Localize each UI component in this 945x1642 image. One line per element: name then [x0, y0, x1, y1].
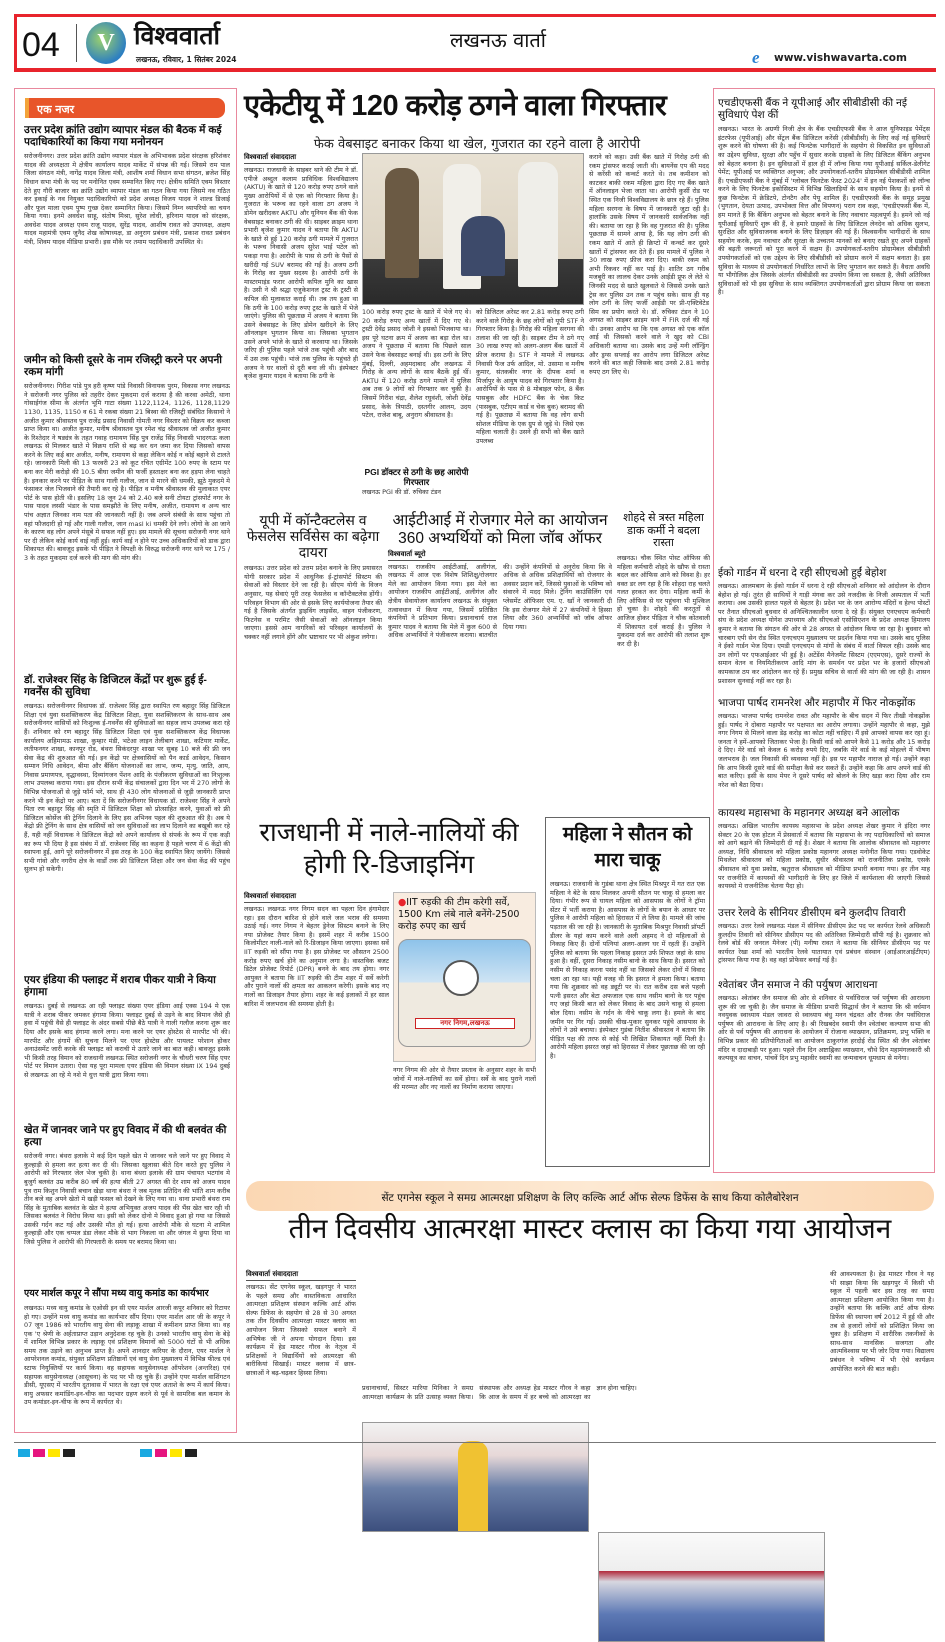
lead-col-1	[244, 153, 358, 508]
arrest-photo	[362, 153, 584, 305]
article-body: लखनऊ। उत्तर प्रदेश को उत्तम प्रदेश बनाने के लिए प्रयासरत योगी सरकार प्रदेश में आधुनिक ई-ट्रांसपोर्ट सिस्टम की सेवाओं को विस्तार देने जा रही है। सीएम योगी के विजन अनुसार, यह सेवाएं पूरी तरह फेसलेस व कॉन्टैक्टलेस होंगी। परिवहन विभाग की ओर से इसके लिए कार्ययोजना तैयार की गई है जिसके अंतर्गत ड्राइविंग लाइसेंस, वाहन पंजीकरण, फिटनेस व परमिट जैसी सेवाओं को ऑनलाइन किया जाएगा। इससे आम नागरिकों को परिवहन कार्यालयों के चक्कर नहीं लगाने होंगे और भ्रष्टाचार पर भी अंकुश लगेगा।	[244, 564, 382, 642]
article-title: उत्तर रेलवे के सीनियर डीसीएम बने कुलदीप तिवारी	[718, 907, 906, 919]
article-title: यूपी में कॉन्टैक्टलेस व फेसलेस सर्विसेस का बढ़ेगा दायरा	[246, 512, 380, 561]
article-body: लखनऊ। अखिल भारतीय कायस्थ महासभा के प्रदेश अध्यक्ष शेखर कुमार ने इंदिरा नगर सेक्टर 20 के एक होटल में प्रेसवार्ता में बताया कि महासभा के नए पदाधिकारियों को समाज को आगे बढ़ाने की जिम्मेदारी दी गई है। शेखर ने बताया कि आलोक श्रीवास्तव को महानगर अध्यक्ष, निधि श्रीवास्तव को महिला प्रकोष्ठ महानगर अध्यक्ष मनोनीत किया गया। एडवोकेट मिथलेश श्रीवास्तव को महिला प्रकोष्ठ, सुधीर श्रीवास्तव को राजनीतिक प्रकोष्ठ, एसके श्रीवास्तव को युवा प्रकोष्ठ, ऋतुराज श्रीवास्तव को मीडिया प्रभारी बनाया गया। हर तीन माह पर राजनीति में कायस्थों की भागीदारी के लिए हर जिले में कार्यशाला की जाएगी जिससे कायस्थो मे राजनीतिक चेतना पैदा हो।	[718, 822, 930, 891]
logo-icon: V	[86, 22, 126, 64]
article-title: एयर मार्शल कपूर ने सौंपा मध्य वायु कमांड का कार्यभार	[24, 1288, 209, 1299]
building-sign: नगर निगम,लखनऊ	[415, 1018, 515, 1029]
iit-box	[393, 892, 536, 1062]
drain-col	[244, 892, 389, 1167]
ek-nazar-label	[25, 98, 225, 118]
ek-nazar-text: एक नजर	[37, 103, 75, 116]
color-registration-marks	[18, 1449, 75, 1457]
iit-box-title: ●IIT रुड़की की टीम करेगी सर्वे, 1500 Km लंबे नाले बनेंगे-2500 करोड़ रुपए का खर्च	[398, 897, 520, 932]
article-body: सरोजनीनगर। उत्तर प्रदेश क्रांति उद्योग व्यापार मंडल के अभिभावक प्रदेश संरक्षक हरिशंकर यादव की अध्यक्षता मे क्षेत्रीय कार्यालय यादव मार्केट में संपन्न की गई। जिसमे राम पाल जिला संगठन मंत्री, नागेंद्र यादव जिला मंत्री, आशीष शर्मा विधान सभा संगठन, ब्रजेश सिंह विधान सभा मंत्री के पद पर मनोनित एवम सम्मानित किए गए। क्षेत्रीय समिति एवम विस्तार देते हुए गौरी बाजार का क्रांति उद्योग व्यापार मंडल का गठन किया गया जिसमे नव गठित कर इकाई के नव नियुक्त पदाधिकारियो को प्रदेश अध्यक्ष विजय यादव ने शाल्ड डिजाई और फूल माला एवम पुष्प गुच्छ देकर सम्मानित किया। जिसमे निम्न व्यापरियो का चयन किया गया। इनमे अवधेश साहू, संतोष मिश्रा, सुरेश लोधी, हरिनाम यादव को संरक्षक, अवधेश यादव अध्यक्ष एवम राजू यादव, सुरेंद्र यादव, आशीष रावत को उपाध्यक्ष, अक्षय यादव महामंत्री एवम जुनैद शेख कोषाध्यक्ष, डा अनुराग प्रबंधन मंत्री, प्रकाश रावत प्रबंधन मंत्री, शिवम यादव मीडिया प्रभारी। इस मौके पर तमाम पदाधिकारी उपस्थित थे।	[24, 152, 230, 247]
school-col-left	[246, 1270, 356, 1440]
article	[718, 697, 930, 807]
article-body: लखनऊ। राजधानी के साइबर थाने की टीम ने डॉ. एपीजे अब्दुल कलाम प्राविधिक विश्वविद्यालय (AKTU) के खाते से 120 करोड़ रुपए ठगने वाले मुख्य आरोपियों में से एक को गिरफ्तार किया है। गुजरात के भरूच का रहने वाला ठग अजय ने डोमेन खरीदकर AKTU और यूनियन बैंक की फेक वेबसाइट बनाकर ठगी की थी। साइबर क्राइम थाना प्रभारी बृजेश कुमार यादव ने बताया कि AKTU के खाते से हुई 120 करोड़ ठगी मामले में गुजरात के भरूच निवासी अजय सुरेश भाई पटेल को पकड़ा गया है। आरोपी के पास से ठगी के पैसों से खरीदी गई SUV बरामद की गई है। अजय ठगी के गिरोह का मुख्य सदस्य है। आरोपी ठगी के मास्टरमाइंड फरार आरोपी कपिल मुनि का खास है। उसी ने श्री श्रद्धा एजुकेशनल ट्रस्ट के ट्रस्टी से कपिल की मुलाकात कराई थी। तब तय हुआ था कि ठगी के 100 करोड़ रुपए ट्रस्ट के खाते में भेजे जाएंगे। पुलिस की पूछताछ में अजय ने बताया कि उसने वेबसाइट के लिए डोमेन खरीदने के लिए ऑनलाइन भुगतान किया था। जिसका भुगतान उसने अपने भांजे के खाते से करवाया था। जिसके जरिए ही पुलिस पहले भांजे तक पहुंची और बाद में उस तक पहुंची। भांजे तक पुलिस के पहुंचते ही अजय ने घर वालों से दूरी बना ली थी। इंस्पेक्टर बृजेश कुमार यादव ने बताया कि ठगी के	[244, 166, 358, 381]
article	[718, 807, 930, 907]
stabbing-box	[545, 817, 710, 1167]
article-body: सरोजनी नगर। बंथरा इलाके मे कई दिन पहले खेत मे जानवर चले जाने पर हुए विवाद मे कुल्हाड़ी से हमला कर हत्या कर दी थी। जिसका खुलासा बीते दिन करते हुए पुलिस ने आरोपी को गिरफ्तार जेल भेज चुकी है। थाना बंथरा इलाके की ग्राम पंचायत भटगांव मे बुजुर्ग बलवंत उम्र करीब 80 वर्ष की हत्या बीती 27 अगस्त की देर शाम को अजय यादव पुत्र राम किशुन निवासी बचान खेड़ा थाना बंथरा ने जब मृतक प्रतिदिन की भांति शाम करीब तीन बजे वह अपने खेतो मे खड़ी फसल को देखने के लिए गया था। थाना प्रभारी बंथरा राम सिंह के मुताबिक बलवंत के खेत मे हत्या अभियुक्त अजय यादव की भैंस खेत चार रही थी जिसका बलवंत ने विरोध किया था। इसी को लेकर दोनो मे विवाद हुआ हो गया था जिससे उसकी गर्दन कट गई और उसकी मौत हो गई। हत्या आरोपी मौके से घटना मे शामिल कुल्हाड़ी और एक चप्पल डंडा लेकर मौके से भाग निकला था और जंगल मे छुपा दिया था जिसे पुलिस ने आरोपी की गिरफ्तारी के समय पर बरामद किया था।	[24, 1152, 230, 1247]
lead-subheadline: फेक वेबसाइट बनाकर किया था खेल, गुजरात का रहने वाला है आरोपी	[313, 137, 641, 152]
pgi-inset	[362, 468, 471, 496]
article-title: श्वेतांबर जैन समाज ने की पर्युषण आराधना	[718, 979, 878, 991]
school-col-right: की आवश्यकता है। हेड मास्टर गौरव ने यह भी साझा किया कि खड़गपुर में किसी भी स्कूल में पहली बार इस तरह का समग्र आत्मरक्षा प्रशिक्षण आयोजित किया गया है। उन्होंने बताया कि कल्कि आर्ट ऑफ सेल्फ डिफेंस की स्थापना वर्ष 2012 में हुई थी और तब से हजारों लोगों को प्रशिक्षित किया जा चुका है। प्रशिक्षण में शारीरिक तकनीकों के साथ-साथ मानसिक सजगता और आत्मविश्वास पर भी जोर दिया गया। विद्यालय प्रबंधन ने भविष्य में भी ऐसे कार्यक्रम आयोजित करने की बात कही।	[830, 1270, 934, 1373]
web-icon: e	[752, 48, 760, 67]
bullet-icon: ●	[398, 897, 407, 908]
lead-col-3	[476, 308, 584, 508]
inset-title: PGI डॉक्टर से ठगी के छह आरोपी गिरफ्तार	[364, 467, 469, 487]
contactless-story	[244, 512, 382, 807]
school-banner	[246, 1181, 934, 1211]
training-photo-2	[598, 1532, 825, 1642]
article	[24, 674, 230, 974]
article-body: लखनऊ। लखनऊ नगर निगम सदन का पहला दिन हंगामेदार रहा। इस दौरान बारिश से होने वाले जल भराव की समस्या उठाई गई। नगर निगम ने बेहतर ड्रेनेज सिस्टम बनाने के लिए नया प्रोजेक्ट तैयार किया है। इसमें शहर में करीब 1500 किलोमीटर नाली-नाले को रि-डिजाइन किया जाएगा। इसका सर्वे IIT रुड़की को सौंपा गया है। इस प्रोजेक्ट पर औसतन 2500 करोड़ रुपए खर्च होने का अनुमान लगा है। वास्तविक बजट डिटेल प्रोजेक्ट रिपोर्ट (DPR) बनने के बाद तय होगा। नगर आयुक्त ने बताया कि IIT रुड़की की टीम शहर में सर्वे करेगी और पुराने नालों की क्षमता का आकलन करेगी। इसके बाद नए नालों का डिजाइन तैयार होगा। शहर के कई इलाकों में हर साल बारिश में जलभराव की समस्या होती है।	[244, 905, 389, 1008]
article-title: ईको गार्डन में धरना दे रही सीएचओ हुईं बेहोश	[718, 567, 887, 579]
article-title: एचडीएफसी बैंक ने यूपीआई और सीबीडीसी की नई सुविधाएं पेश कीं	[718, 97, 907, 122]
article-title: उत्तर प्रदेश क्रांति उद्योग व्यापार मंडल की बैठक में कई पदाधिकारियों का किया गया मनोनयन	[24, 124, 222, 149]
clock-icon	[443, 960, 479, 996]
lead-col-2: 100 करोड़ रुपए ट्रस्ट के खाते में भेजे गए थे। 20 करोड़ रुपए अन्य खातों में दिए गए थे। ट्रस्टी देवेंद्र प्रसाद जोशी ने इसको भिजवाया था। इस पूरे घटना क्रम में अजय का बड़ा रोल था। अजय ने पूछताछ में बताया कि पिछले साल उसने फेक वेबसाइट बनाई थी। इस ठगी के लिए मुंबई, दिल्ली, अहमदाबाद और लखनऊ में गिरोह के अन्य लोगों के साथ बैठकें हुई थीं। AKTU में 120 करोड़ ठगने मामले में पुलिस अब तक 9 लोगों को गिरफ्तार कर चुकी है। जिसमें गिरीश चंद्रा, शैलेश रघुवंशी, जोशी देवेंद्र प्रसाद, केके त्रिपाठी, दस्तगीर आलम, उदय पटेल, राजेश बाबू, अनुराग श्रीवास्तव है।	[362, 308, 471, 420]
article-body: लखनऊ। भारत के अग्रणी निजी क्षेत्र के बैंक एचडीएफसी बैंक ने आज यूनिफाइड पेमेंट्स इंटरफेस (यूपीआई) और सेंट्रल बैंक डिजिटल करेंसी (सीबीडीसी) के लिए कई नई सुविधाएँ शुरू करने की घोषणा की है। कई फिनटेक भागीदारों के सहयोग से विकसित इन सुविधाओं का उद्देश्य सुविधा, सुरक्षा और पहुँच में सुधार करके ग्राहकों के लिए डिजिटल बैंकिंग अनुभव को बेहतर बनाना है। इन सुविधाओं में हाल ही में लॉन्च किया गया यूपीआई सर्किल-डेलीगेट पेमेंट; यूपीआई पर व्यक्तिगत अनुभव; और उपयोगकर्ता-स्तरीय प्रोग्रामेबल सीबीडीसी शामिल हैं। एचडीएफसी बैंक ने मुंबई में 'ग्लोबल फिनटेक फेस्ट 2024' में इन नई पेशकशों को लॉन्च करने के लिए फिनटेक इकोसिस्टम में विभिन्न खिलाड़ियों के साथ सहयोग किया है। इनमें से कुछ फिनटेक में क्रेडिटपे, टोनटैग और पेयू शामिल हैं। एचडीएफसी बैंक के समूह प्रमुख (भुगतान, देयता उत्पाद, उपभोक्ता वित्त और विपणन) पराग राव कहा, 'एचडीएफसी बैंक में, हम मानते हैं कि बैंकिंग अनुभव को बेहतर बनाने के लिए नवाचार महत्वपूर्ण है। हमने जो नई यूपीआई सुविधाएँ शुरू की हैं, वे हमारे ग्राहकों के लिए डिजिटल लेनदेन को अधिक सुलभ, सुरक्षित और सुविधाजनक बनाने के लिए डिज़ाइन की गई हैं। विश्वसनीय भागीदारों के साथ सहयोग करके, हम नवाचार और सुरक्षा के उच्चतम मानकों को बनाए रखते हुए अपने ग्राहकों की बढ़ती जरूरतों को पूरा करने में सक्षम हैं। उपयोगकर्ता-स्तरीय प्रोग्रामेबल सीबीडीसी उपयोगकर्ताओं को एक उद्देश्य के लिए सीबीडीसी को प्रोग्राम करने में सक्षम बनाता है। इस सुविधा के माध्यम से उपयोगकर्ता निर्धारित लाभों के लिए भुगतान कर सकते हैं। वैधता अवधि या भौगोलिक क्षेत्र जिसके अंतर्गत सीबीडीसी का उपयोग किया जा सकता है, जैसी अतिरिक्त सुविधाओं को भी इस सुविधा के साथ व्यक्तिगत उपयोगकर्ताओं द्वारा प्रोग्राम किया जा सकता है।	[718, 125, 930, 297]
article-title: शोहदे से त्रस्त महिला डाक कर्मी ने बदला रास्ता	[623, 512, 704, 550]
website-link[interactable]: www.vishwavarta.com	[774, 52, 907, 64]
article-title: एयर इंडिया की फ्लाइट में शराब पीकर यात्री ने किया हंगामा	[24, 974, 216, 999]
article-body: लखनऊ। चौक स्थित पोस्ट ऑफिस की महिला कर्मचारी शोहदे के खौफ से रास्ता बदल कर ऑफिस आने को विवश है। हर वक्त डर लग रहा है कि शोहदा राह चलते गलत हरकत कर देगा। महिला कर्मी के लिए ऑफिस से घर पहुंचना भी मुश्किल हो चुका है। शोहदे की करतूतों से आजिज होकर पीड़िता ने चौक कोतवाली में शिकायत दर्ज कराई है। पुलिस ने मुकदमा दर्ज कर आरोपी की तलाश शुरू कर दी है।	[617, 553, 710, 648]
article-body: लखनऊ। सेंट एगनेस स्कूल, खड़गपुर ने भारत के पहले समग्र और वास्तविकता आधारित आत्मरक्षा प्रशिक्षण संस्थान कल्कि आर्ट ऑफ सेल्फ डिफेंस के सहयोग से 28 से 30 अगस्त तक तीन दिवसीय आत्मरक्षा मास्टर क्लास का आयोजन किया जिसको सफल बनाने में अभिषेक जी ने अपना योगदान दिया। इस कार्यक्रम में हेड मास्टर गौरव के नेतृत्व में प्रशिक्षकों ने विद्यार्थियों को आत्मरक्षा की बारीकियां सिखाईं। मास्टर क्लास में छात्र-छात्राओं ने बढ़-चढ़कर हिस्सा लिया।	[246, 1283, 356, 1377]
page-bottom-rule	[14, 1442, 936, 1443]
byline: विश्ववार्ता संवाददाता	[244, 892, 389, 903]
byline: विश्ववार्ता संवाददाता	[244, 153, 358, 164]
page-number: 04	[22, 26, 60, 64]
article-body: लखनऊ। भाजपा पार्षद रामनरेश रावत और महापौर के बीच सदन में फिर तीखी नोकझोंक हुई। पार्षद ने दोबारा महापौर पर पक्षपात का आरोप लगाया। उन्होंने महापौर से कहा, मुझे नगर निगम से मिलने वाला डेढ़ करोड़ का कोटा नहीं चाहिए। मैं इसे आपको वापस कर रहा हूं। जनता ने हमें-आपको जिताकर भेजा है। किसी वार्ड को आपने कैसे 11 करोड़ और 15 करोड़ दे दिए। मेरे वार्ड को केवल 6 करोड़ रुपये दिए, जबकि मेरे वार्ड के कई मोहल्ले में भीषण जलभराव है। जल निकासी की व्यवस्था नहीं है। इस पर महापौर नाराज हो गई। उन्होंने कहा कि आप किसी दूसरे वार्ड की समीक्षा कैसे कर सकते हैं। उन्होंने कहा कि आप अपने वार्ड की बात करिए। इसी के साथ मेयर ने दूसरे पार्षद को बोलने के लिए खड़ा करा दिया और राम नरेश को बैठा दिया।	[718, 712, 930, 789]
article	[24, 1124, 230, 1289]
article-title: भाजपा पार्षद रामनरेश और महापौर में फिर नोकझोंक	[718, 697, 916, 709]
article-title: जमीन को किसी दूसरे के नाम रजिस्ट्री करने पर अपनी रकम मांगी	[24, 354, 222, 379]
article	[718, 97, 930, 567]
article	[718, 979, 930, 1149]
article-title: कायस्थ महासभा के महानगर अध्यक्ष बने आलोक	[718, 807, 900, 819]
article-body: लखनऊ। राजधानी के गुडंबा थाना क्षेत्र स्थित मिश्रपुर में गत रात एक महिला ने बेटे के साथ मिलकर अपनी सौतन पर चाकू से हमला कर दिया। गंभीर रूप से घायल महिला को आसपास के लोगों ने ट्रॉमा सेंटर में भर्ती कराया है। आसपास के लोगों के बयान के आधार पर पुलिस ने आरोपी महिला को हिरासत में ले लिया है। मामले की जांच पड़ताल की जा रही है। जानकारी के मुताबिक मिश्रपुर निवासी प्रॉपर्टी डीलर के यहां काम करने वाले अली अहमद ने दो महिलाओं से निकाह किए हैं। दोनों पत्नियां अलग-अलग घर में रहती हैं। उन्होंने पुलिस को बताया कि पहला निकाह इसरत उर्फ शिफत जहां के साथ हुआ है। वहीं, दूसरा निकाह नसीम बानो के साथ किया है। इसरत को नसीम से निकाह करना पसंद नहीं था जिसको लेकर दोनों में विवाद चला आ रहा था। यही वजह थी कि इसरत ने हमला किया। बताया गया कि शुक्रवार को वह ड्यूटी पर थे। रात करीब दस बजे पहली पत्नी इसरत और बेटा अफजाल एक साथ नसीम बानो के घर पहुंच गए जहां किसी बात को लेकर विवाद के बाद उसने चाकू से हमला बोल दिया। नसीम के गर्दन के नीचे चाकू लगा है। हमले के बाद जमीन पर गिर गई। उसकी चीख-पुकार सुनकर पहुंचे आसपास के लोगों ने उसे बचाया। इंस्पेक्टर गुडंबा नितीश श्रीवास्तव ने बताया कि पीड़ित पक्ष की तरफ से कोई भी लिखित शिकायत नहीं मिली है। आरोपी महिला इसरत जहां को हिरासत में लेकर पूछताछ की जा रही है।	[550, 880, 705, 1060]
article	[24, 1289, 230, 1424]
right-stories	[718, 97, 930, 1167]
lead-col-4: कराने को कहा। उसी बैंक खाते में गिरोह ठगी की रकम ट्रांसफर कराई जाती थी। बायनेंस एप की मदद से करेंसी को कन्वर्ट करते थे। तब कमीशन को काटकर बाकी रकम महिला द्वारा दिए गए बैंक खाते में ऑनलाइन भेजा जाता था। आरोपी कुर्सी रोड पर स्थित एक निजी विश्वविद्यालय के छात्र रहे हैं। पुलिस महिला सरगना के विषय में जानकारी जुटा रही है। हालांकि उसके विषय में जानकारी सार्वजनिक नहीं की। बताया जा रहा है कि वह गुजरात की है। पुलिस पूछताछ में सामने आया है, कि यह लोग ठगी की रकम खाते में आते ही क्रिप्टो में कन्वर्ट कर दूसरे खातों में ट्रांसफर कर देते हैं। इस मामले में पुलिस ने 30 लाख रुपए फ्रीज करा दिए। बाकी रकम को अभी रिकवर नहीं कर पाई है। शातिर ठग गरीब मजबूरी का लालच देकर उनके आईडी प्रूफ ले लेते थे जिनकी मदद से खाते खुलवाते थे जिससे उनके खाते ट्रेस कर पुलिस उन तक न पहुंच सके। साथ ही यह लोग ठगी के लिए फर्जी आईडी पर प्री-एक्टिवेटेड सिम का प्रयोग करते थे। डॉ. रुचिका टंडन ने 10 अगस्त को साइबर क्राइम थाने में FIR दर्ज की गई थी। उनका आरोप था कि एक अगस्त को एक कॉल आई थी जिसको करने वाले ने खुद को CBI अधिकारी बताया था। उसके बाद उन्हें मनी लॉन्ड्रिंग और ड्रग्स सप्लाई का आरोप लगा डिजिटल अरेस्ट करने की बात कही जिसके बाद उनसे 2.81 करोड़ रुपए ठग लिए थे।	[589, 153, 709, 376]
iti-story	[388, 512, 612, 807]
article-body: लखनऊ। राजकीय आईटीआई, अलीगंज, लखनऊ में आज एक विशेष शिशिक्षु/रोजगार मेले का आयोजन किया गया। इस मेले का आयोजन राजकीय आईटीआई, अलीगंज और क्षेत्रीय सेवायोजन कार्यालय लखनऊ के संयुक्त तत्वावधान में किया गया, जिसमें प्रतिष्ठित कंपनियों ने प्रतिभाग किया। प्रधानाचार्य राज कुमार यादव ने बताया कि मेले में कुल 600 से अधिक अभ्यर्थियों ने पंजीकरण कराया। बातचीत की। उन्होंने कंपनियों से अनुरोध किया कि वे अधिक से अधिक प्रशिक्षार्थियों को रोजगार के अवसर प्रदान करें, जिससे युवाओं के भविष्य को संवारने में मदद मिले। ट्रेनिंग काउंसिलिंग एवं प्लेसमेंट ऑफिसर एम. ए. खाँ ने जानकारी दी कि इस रोजगार मेले में 27 कंपनियों ने हिस्सा लिया और 360 अभ्यर्थियों को जॉब ऑफर दिया गया।	[388, 562, 612, 640]
section-title: लखनऊ वार्ता	[450, 28, 546, 52]
article-title: आईटीआई में रोजगार मेले का आयोजन 360 अभ्यर्थियों को मिला जॉब ऑफर	[392, 512, 608, 547]
byline: विश्ववार्ता ब्यूरो	[388, 550, 496, 561]
article	[718, 907, 930, 979]
dateline: लखनऊ, रविवार, 1 सितंबर 2024	[136, 55, 237, 64]
article-body: लखनऊ। उत्तर रेलवे लखनऊ मंडल में सीनियर डीसीएम फ्रेट पद पर कार्यरत रेलवे अधिकारी कुलदीप तिवारी को सीनियर डीसीएम पद की अतिरिक्त जिम्मेदारी सौंपी गई है। शुक्रवार को रेलवे बोर्ड की जनरल मैनेजर (पी) मनीषा रावत ने बताया कि सीनियर डीसीएम पद पर कार्यरत रेखा शर्मा को भारतीय रेलवे यातायात एवं प्रबंधन संस्थान (आईआरआईटीएम) ट्रांसफर किया गया है। वह वहां प्रोफेसर बनाई गई है।	[718, 922, 930, 965]
article-body: लखनऊ। सरोजनीनगर विधायक डॉ. राजेश्वर सिंह द्वारा स्थापित रण बहादुर सिंह डिजिटल शिक्षा एवं युवा सशक्तिकरण केंद्र डिजिटल शिक्षा, युवा सशक्तिकरण के साथ-साथ अब सरोजनीनगर वासियों को निःशुल्क ई-गवर्नेंस की सुविधाओं का सहज लाभ उपलब्ध करा रहे हैं। शनिवार को रण बहादुर सिंह डिजिटल शिक्षा एवं युवा सशक्तिकरण केंद्र विधायक कार्यालय अहिमामऊ शाखा, कुम्हार मंडी, भटेआ लाइन तेलीबाग शाखा, कटियार मार्केट, लतीफनगर शाखा, कानपुर रोड, बंथरा सिकंदरपुर शाखा पर सुबह 10 बजे की फ्री जन सेवा केंद्र की शुरुआत की गई। इन केंद्रो पर क्षेत्रवासियों को पैन कार्ड आवेदन, किसान सम्मान निधि आवेदन, बीमा और बैंकिंग योजनाओं का लाभ, जन्म, मृत्यु, जाति, आय, निवास प्रमाणपत्र, वृद्धावस्था, दिव्यांगजन पेंशन आदि के पंजीकरण सुविधाओं का निःशुल्क लाभ उपलब्ध कराया गया। इस दौरान सभी केंद्र संचालकों द्वारा दिन भर में 270 लोगो के विभिन्न योजनाओं से जुड़े फॉर्म भरे, साथ ही 430 लोग योजनाओं से जुड़ी जानकारी प्राप्त करने भी इन केंद्रो पर आए। बता दें कि सरोजनीनगर विधायक डॉ. राजेश्वर सिंह ने अपने पिता रण बहादुर सिंह की स्मृति में डिजिटल शिक्षा को प्रोत्साहित करने, युवाओं को फ्री डिजिटल कोर्सेज की ट्रेनिंग दिलाने के लिए इस अभिनव पहल की शुरुआत की है। अब ये केंद्रो फ्री ट्रेनिंग के साथ क्षेत्र वासियों को जन सुविधाओं का लाभ दिलाने का बखूबी कर रहे हैं, यही नहीं विधायक ने डिजिटल केंद्रो को अपने कार्यालय से संपर्क के रूप में एक कड़ी का रूप भी दिया है इस संबंध में डॉ. राजेश्वर सिंह का कहना है पहले चरण में 6 केंद्रो की स्थापना हुई, आगे पूरे सरोजनीनगर में इस तरह के 100 केंद्र स्थापित किए जायेंगे। जिससे सभी गांवो और नगरीय क्षेत्र के वार्डों तक फ्री डिजिटल शिक्षा और जन सेवा केंद्र की पहुंच सुलभ हो सकेगी।	[24, 702, 230, 874]
article-title: डॉ. राजेश्वर सिंह के डिजिटल केंद्रों पर शुरू हुई ई-गवर्नेंस की सुविधा	[24, 674, 207, 699]
article	[24, 974, 230, 1124]
article	[718, 567, 930, 697]
harassment-story	[617, 512, 710, 807]
color-registration-marks	[140, 1449, 197, 1457]
drain-col-2: नगर निगम की ओर से तैयार प्रस्ताव के अनुसार शहर के सभी जोनों में नाले-नालियों का सर्वे होगा। सर्वे के बाद पुराने नालों की मरम्मत और नए नालों का निर्माण कराया जाएगा।	[393, 1066, 536, 1092]
drain-headline: राजधानी में नाले-नालियों की होगी रि-डिजाइनिंग	[259, 817, 519, 879]
inset-text: लखनऊ PGI की डॉ. रुचिका टंडन	[362, 487, 441, 496]
article-body: लखनऊ। मध्य वायु कमांड के एओसी इन सी एयर मार्शल आरजी कपूर शनिवार को रिटायर हो गए। उन्होंने मध्य वायु कमांड का कार्यभार सौंप दिया। एयर मार्शल आर जी के कपूर ने 07 जून 1986 को भारतीय वायु सेना की लड़ाकू शाखा में कमीशन प्राप्त किया था। वह एक 'ए श्रेणी के अर्हताप्राप्त उड़ान अनुदेशक रह चुके है। उनको भारतीय वायु सेना के बेड़े में शामिल विभिन्न प्रकार के लड़ाकू एवं प्रशिक्षण विमानों को 5000 घंटों से भी अधिक समय तक उड़ाने का अनुभव प्राप्त है। अपने शानदार करियर के दौरान, एयर मार्शल ने आपरेशनल कमांड, संयुक्त प्रशिक्षण प्रतिष्ठानों एवं वायु सेना मुख्यालय में विभिन्न फील्ड एवं स्टाफ नियुक्तियों पर कार्य किया। वह सहायक वायुसेनाध्यक्ष ऑपरेशन (अन्तरिक्ष) एवं सहायक वायुसेनाध्यक्ष (आसूचना) के पद पर भी रह चुके हैं। उन्होंने एयर मार्शल वाशिंगटन डीसी, यूएसए में भारतीय दूतावास में भारत के रक्षा एवं एयर अताशे के रूप में कार्य किया। वायु अफसर कमांडिंग-इन-चीफ का पदभार ग्रहण करने से पूर्व वे सामरिक बल कमान के उप कमांडर-इन-चीफ के रूप में कार्यरत थे।	[24, 1303, 230, 1407]
banner-text: सेंट एगनेस स्कूल ने समग्र आत्मरक्षा प्रशिक्षण के लिए कल्कि आर्ट ऑफ सेल्फ डिफेंस के साथ किया कोलैबोरेशन	[381, 1192, 799, 1204]
article-title: महिला ने सौतन को मारा चाकू	[562, 824, 693, 871]
article	[24, 354, 230, 674]
article-body: लखनऊ। आलमबाग के ईको गार्डन में धरना दे रही सीएचओ शनिवार को आंदोलन के दौरान बेहोश हो गई। तुरंत ही साथियों ने गाड़ी मंगवा कर उसे नजदीक के निजी अस्पताल में भर्ती कराया। अब उसकी हालत पहले से बेहतर है। प्रदेश भर के जन आरोग्य मंदिरों व हेल्थ पोस्टों पर तैनात सीएचओ बुधवार से अनिश्चितकालीन धरना दे रहे हैं। संयुक्त एनएचएम कर्मचारी संघ के प्रदेश अध्यक्ष योगेश उपाध्याय और सीएचओ एसोसिएशन के प्रदेश अध्यक्ष हिमालय कुमार ने बताया कि संगठन की ओर से 28 अगस्त से आंदोलन किया जा रहा है। बुधवार को चारबाग एपी सेन रोड स्थित एनएचएम मुख्यालय पर प्रदर्शन किया गया था। उसके बाद पुलिस ने ईको गार्डन भेज दिया। एमडी एनएचएम से मांगों के संबंध में वार्ता विफल रही। उसके बाद उन लोगों पर एफआईआर भी हुई है। अटेंडेंस मैनेजमेंट सिस्टम (एएमएस), दूसरे राज्यों के समान वेतन व नियमितीकरण आदि मांग के समर्थन पर प्रदेश भर के हजारों सीएचओ कामकाज ठप कर आंदोलन कर रहे हैं। प्रमुख सचिव से वार्ता की मांग की जा रही है। शासन प्रशासन सुनवाई नहीं कर रहा है।	[718, 582, 930, 685]
nagar-nigam-photo	[398, 939, 531, 1047]
article-body: को डिजिटल अरेस्ट कर 2.81 करोड़ रुपए ठगी करने वाले गिरोह के छह लोगों को यूपी STF ने गिरफ्तार किया है। गिरोह की महिला सरगना की तलाश की जा रही है। साइबर टीम ने ठगे गए 30 लाख रुपए को अलग-अलग बैंक खातों में फ्रीज कराया है। STF ने मामले में लखनऊ निवासी फैज उर्फ आदिल, मो. उसामा व मनीष कुमार, संतकबीर नगर के दीपक शर्मा व मिर्जापुर के आयुष यादव को गिरफ्तार किया है। आरोपियों के पास से 8 मोबाइल फोन, 8 बैंक पासबुक और HDFC बैंक के चेक किट (पासबुक, एटीएम कार्ड व चेक बुक) बरामद की गई है। पूछताछ में बताया कि वह लोग सभी सोशल मीडिया के एक ग्रुप से जुड़े थे। जिसे एक महिला चलाती है। उसने ही सभी को बैंक खाते उपलब्ध	[476, 308, 584, 445]
byline: विश्ववार्ता संवाददाता	[246, 1270, 356, 1281]
school-headline: तीन दिवसीय आत्मरक्षा मास्टर क्लास का किया गया आयोजन	[288, 1213, 892, 1244]
article-body: लखनऊ। दुबई से लखनऊ आ रही फ्लाइट संख्या एयर इंडिया आई एक्स 194 मे एक यात्री ने शराब पीकर जमकर हंगामा किया। फ्लाइट दुबई से उड़ने के बाद विमान जैसे ही हवा में पहुंची वैसे ही फ्लाइट के अंदर सबसे पीछे बैठे यात्री ने गाली गलौज करना शुरू कर दिया और इसके बाद हंगामा करने लगा। मना करने पर एयर होस्टेस से मारपीट भी की। मारपीट और हंगामें की सूचना मिलने पर एयर होस्टेस और पायलट परेशान होकर अनाउंसमेंट जारी करके की फ्लाइट को कराची मे उतारे जाने का बात कही। बावजूद इसके भी किसी तरह विमान को राजधानी लखनऊ स्थित सरोजनी नगर के चौधरी चरण सिंह एयर पोर्ट पर विमान उतारा। ऐसा यह पूरा मामला एयर इंडिया की विमान संख्या IX 194 दुबई से लखनऊ आ रहे मे नशे मे धुत्त यात्री द्वारा किया गया।	[24, 1002, 230, 1079]
article	[24, 124, 230, 354]
article-title: खेत में जानवर जाने पर हुए विवाद में की थी बलवंत की हत्या	[24, 1124, 227, 1149]
article-body: सरोजनीनगर। गिरीश पांडे पुत्र हरी कृष्ण पांडे निवासी विनायक पुरम, विकास नगर लखनऊ ने सरोजनी नगर पुलिस को तहरीर देकर मुकदमा दर्ज कराया है की करवा अमेठी, थाना गोसाईगंज सीमा के अंतर्गत भूमि गाटा संख्या 1122,1124, 1126, 1128,1129 1130, 1135, 1150 व 61 मे रकबा संख्या 21 बिस्वा की रजिस्ट्री संबंधित किसानो ने अजीत कुमार श्रीवास्तव पुत्र राजेंद्र प्रसाद निवासी गोमती नगर विस्तार को विक्रय कर कब्जा प्राप्त किया था। अजीत कुमार, मनीष श्रीवास्तव पुत्र रमेश चंद्र श्रीवास्तव जो अजीत कुमार के रिश्तेदार ने षड्यंत्र के तहत गवाह रामायण सिंह पुत्र राजेंद्र सिंह निवासी भादरगऊ कला लखनऊ से मिलकर खाते मे विक्रय राशि से बढ़ कर धन जमा कर दिया जिसको वापस करने के लिए कई बार अजीत, मनीष, रामायण से कहा लेकिन कोई न कोई बहाने से टालते रहे। जानकारी मिली की 13 फरवरी 23 को कूट रचित एग्रीमेंट 100 रुपए के स्टाम पर बना कर मेरी करोड़ो की 10.5 बीघा जमीन की फर्जी हस्ताक्षर बना कर हड़पा लेना चाहते है। इनकार करने पर पीड़ित के साथ गाली गलौज, जान से मारने की धमकी, झूठे मुकदमे मे फंसाकर जेल भिजवाने की तैयारी कर रहे है। पीड़ित व मनीष श्रीवास्तव की मुलाकात एयर पोर्ट के पास होती थी। इसलिए 18 जून 24 को 2.40 बजे सनी टोयटा ट्रांसपोर्ट नगर के पास यादव लस्सी भंडार के पास समझौते के लिए मनीष, अजीत, रामायण व अन्य चार पांच अज्ञात जिनका नाम पता की जानकारी नहीं है। जब अपने संबंधी के साथ पहुंचा तो वहां फौजदारी हो गई और गाली गलौज, जान masl ki धमकी देने लगे। लोगो के आ जाने के कारण वह लोग अपने मंसूबे मे सफल नहीं हुए। इस मामले की सूचना सरोजनी नगर थाने पर दी लेकिन कोई कार्य वाई नहीं हुई। कार्य वाई न होने पर उच्च अधिकारियों को डाक द्वारा शिकायत की। बावजूद इसके भी पीड़ित ने विपक्षी के विरुद्ध सरोजनी नगर थाने पर 175 / 3 के तहत मुकदमा दर्ज करने की माग की मांग की।	[24, 382, 230, 562]
school-col-mid: प्रधानाचार्या, सिस्टर मारिया मिनिका ने समग्र आत्मरक्षा कार्यक्रम के प्रति उत्साह व्यक्त किया। संस्थापक और अध्यक्ष हेड मास्टर गौरव ने कहा कि आज के समय में हर बच्चे को आत्मरक्षा का ज्ञान होना चाहिए।	[362, 1384, 637, 1401]
left-stories	[24, 124, 230, 1424]
article-body: लखनऊ। श्वेतांबर जैन समाज की ओर से शनिवार से पर्वाधिराज पर्व पर्युषण की आराधना शुरू की जा चुकी है। जैन समाज के मीडिया प्रभारी सिद्धार्थ जैन ने बताया कि श्री वर्धमान नवयुवक स्वाध्याय मंडल जावरा से स्वाध्याय बंधु मनन चंद्रवत और रौनक जैन पर्वाधिराज पर्युषण की आराधना के लिए आए है। श्री रिखबदेव स्वामी जैन श्वेतांबर कल्याण सभा की ओर से पर्व पर्युषण की आराधना के आयोजन में रोजाना व्याख्यान, प्रतिक्रमण, प्रभु भक्ति व विभिन्न प्रकार की प्रतियोगिताओं का आयोजन ठाकुरगंज हरदोई रोड स्थित श्री जैन श्वेतांबर मंदिर व दादाबाड़ी पर हुआ। पहले तीन दिन अष्टाह्निका व्याख्यान, चौथे दिन महामंगलकारी श्री कल्पसूत्र का वाचन, पांचवें दिन प्रभु महावीर स्वामी का जन्मवाचन धूमधाम से मनेगा।	[718, 994, 930, 1063]
divider	[76, 24, 77, 62]
lead-headline: एकेटीयू में 120 करोड़ ठगने वाला गिरफ्तार	[244, 90, 667, 122]
paper-name: विश्ववार्ता	[134, 22, 221, 50]
